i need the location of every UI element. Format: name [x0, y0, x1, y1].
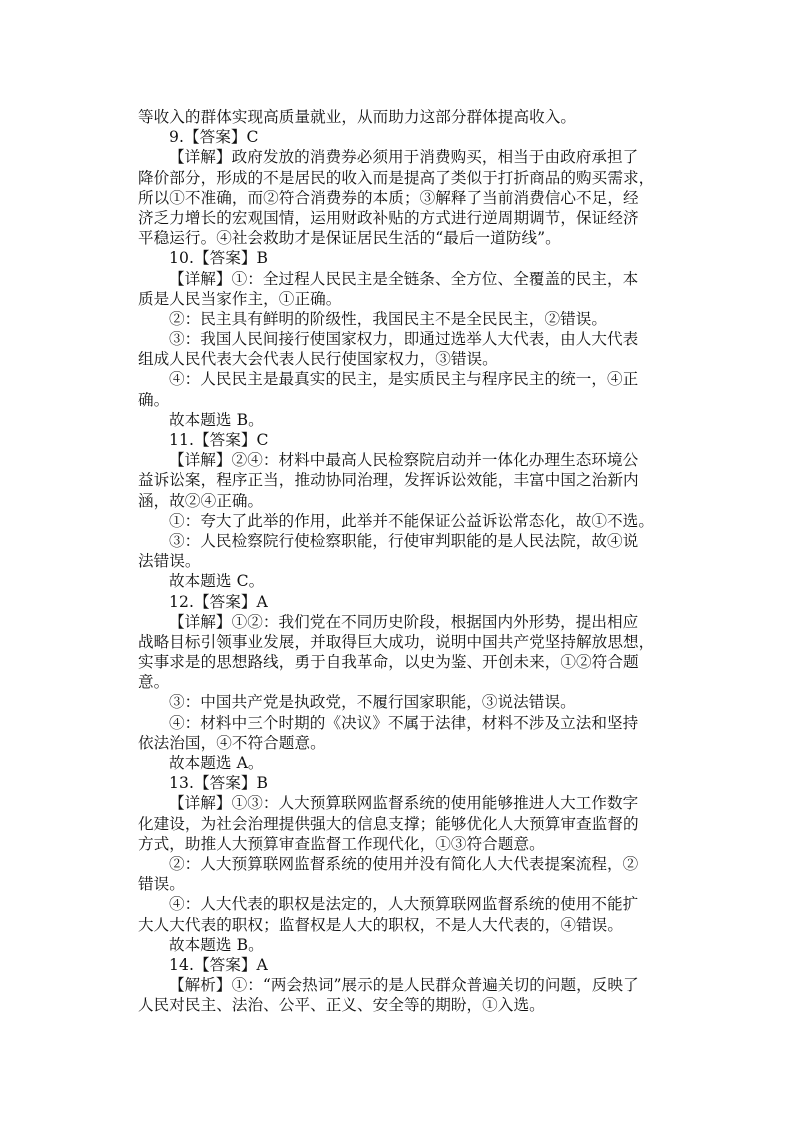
text-line: 平稳运行。④社会救助才是保证居民生活的“最后一道防线”。 [138, 229, 561, 248]
text-line: ③：中国共产党是执政党，不履行国家职能，③说法错误。 [169, 693, 576, 712]
text-line: 确。 [138, 390, 170, 409]
text-line: 涵，故②④正确。 [138, 491, 264, 510]
text-line: 战略目标引领事业发展，并取得巨大成功，说明中国共产党坚持解放思想， [138, 632, 654, 651]
text-line: 10.【答案】B [169, 249, 269, 268]
text-line: 所以①不准确，而②符合消费券的本质；③解释了当前消费信心不足，经 [138, 188, 639, 207]
text-line: 济乏力增长的宏观国情，运用财政补贴的方式进行逆周期调节，保证经济 [138, 208, 639, 227]
text-line: ③：我国人民间接行使国家权力，即通过选举人大代表，由人大代表 [169, 330, 639, 349]
text-line: 【解析】①：“两会热词”展示的是人民群众普遍关切的问题，反映了 [169, 976, 639, 995]
text-line: 降价部分，形成的不是居民的收入而是提高了类似于打折商品的购买需求， [138, 168, 654, 187]
text-line: 方式，助推人大预算审查监督工作现代化，①③符合题意。 [138, 834, 545, 853]
text-line: 人民对民主、法治、公平、正义、安全等的期盼，①入选。 [138, 996, 545, 1015]
text-line: 11.【答案】C [169, 431, 269, 449]
text-line: ②：民主具有鲜明的阶级性，我国民主不是全民民主，②错误。 [169, 309, 608, 328]
text-line: 故本题选 C。 [169, 572, 265, 591]
text-line: ④：材料中三个时期的《决议》不属于法律，材料不涉及立法和坚持 [169, 713, 639, 732]
text-line: 14.【答案】A [169, 955, 268, 974]
text-line: 9.【答案】C [169, 128, 259, 147]
text-line: 依法治国，④不符合题意。 [138, 733, 326, 752]
text-line: 故本题选 A。 [169, 754, 264, 772]
text-line: 化建设，为社会治理提供强大的信息支撑；能够优化人大预算审查监督的 [138, 814, 639, 833]
text-line: 12.【答案】A [169, 592, 268, 611]
text-line: ①：夸大了此举的作用，此举并不能保证公益诉讼常态化，故①不选。 [169, 511, 654, 530]
text-line: 意。 [138, 673, 170, 692]
text-line: 【详解】①③：人大预算联网监督系统的使用能够推进人大工作数字 [169, 794, 639, 813]
text-line: 【详解】②④：材料中最高人民检察院启动并一体化办理生态环境公 [169, 451, 639, 470]
text-line: 组成人民代表大会代表人民行使国家权力，③错误。 [138, 350, 498, 369]
text-line: 【详解】①：全过程人民民主是全链条、全方位、全覆盖的民主，本 [169, 269, 639, 288]
text-line: ③：人民检察院行使检察职能，行使审判职能的是人民法院，故④说 [169, 531, 639, 550]
text-line: 法错误。 [138, 552, 201, 571]
text-line: 益诉讼案，程序正当，推动协同治理，发挥诉讼效能，丰富中国之治新内 [138, 471, 639, 490]
text-line: 故本题选 B。 [169, 410, 264, 429]
text-line: 等收入的群体实现高质量就业，从而助力这部分群体提高收入。 [138, 108, 577, 126]
text-line: 故本题选 B。 [169, 935, 264, 954]
text-line: 错误。 [138, 875, 185, 894]
text-line: ④：人民民主是最真实的民主，是实质民主与程序民主的统一，④正 [169, 370, 639, 389]
text-line: 大人大代表的职权；监督权是人大的职权，不是人大代表的，④错误。 [138, 915, 623, 934]
text-line: 实事求是的思想路线，勇于自我革命，以史为鉴、开创未来，①②符合题 [138, 653, 639, 672]
text-line: 质是人民当家作主，①正确。 [138, 289, 342, 308]
text-line: ②：人大预算联网监督系统的使用并没有简化人大代表提案流程，② [169, 854, 639, 873]
text-line: 【详解】①②：我们党在不同历史阶段，根据国内外形势，提出相应 [169, 612, 639, 631]
text-line: 13.【答案】B [169, 774, 269, 793]
text-line: 【详解】政府发放的消费券必须用于消费购买，相当于由政府承担了 [169, 148, 639, 167]
text-line: ④：人大代表的职权是法定的，人大预算联网监督系统的使用不能扩 [169, 895, 639, 914]
